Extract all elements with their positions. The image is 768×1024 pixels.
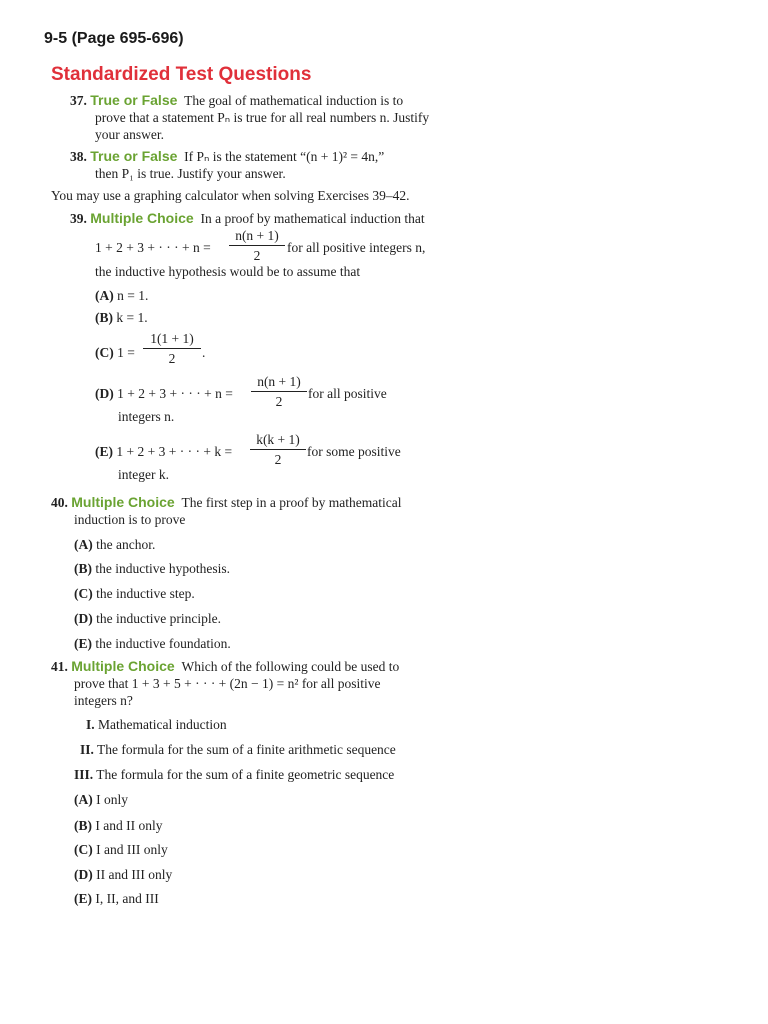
equation-left: 1 + 2 + 3 + · · · + n = (95, 240, 211, 255)
option-d: (D) 1 + 2 + 3 + · · · + n = (95, 386, 233, 401)
question-type: Multiple Choice (71, 494, 175, 510)
option-a: (A) I only (74, 792, 128, 807)
question-text: In a proof by mathematical induction that (200, 211, 425, 226)
question-text: integers n? (74, 693, 133, 708)
fraction: $\frac{n(n + 1)}{2}$ (251, 374, 307, 410)
fraction: $\frac{k(k + 1)}{2}$ (250, 432, 306, 468)
statement-iii: III. The formula for the sum of a finite geometric sequence (74, 767, 395, 782)
question-type: Multiple Choice (71, 658, 175, 674)
question-text: then P₁ is true. Justify your answer. (95, 166, 286, 181)
section-header: 9-5 (Page 695-696) (44, 30, 184, 47)
option-b: (B) I and II only (74, 818, 163, 833)
statement-ii: II. The formula for the sum of a finite arithmetic sequence (80, 742, 396, 757)
question-type: True or False (90, 148, 178, 164)
option-b: (B) k = 1. (95, 310, 148, 325)
option-c: (C) 1 = (95, 345, 135, 360)
option-c: (C) I and III only (74, 842, 168, 857)
question-text: prove that 1 + 3 + 5 + · · · + (2n − 1) = n² for all positive (74, 676, 381, 691)
option-d: (D) the inductive principle. (74, 611, 221, 626)
option-e: (E) the inductive foundation. (74, 636, 231, 651)
option-c: (C) the inductive step. (74, 586, 195, 601)
question-type: Multiple Choice (90, 210, 194, 226)
option-e: (E) I, II, and III (74, 891, 159, 906)
option-d: (D) II and III only (74, 867, 173, 882)
question-text: your answer. (95, 127, 164, 142)
equation-right: for all positive integers n, (287, 240, 426, 255)
question-text: The goal of mathematical induction is to (184, 93, 404, 108)
question-type: True or False (90, 92, 178, 108)
question-text: The first step in a proof by mathematical (181, 495, 402, 510)
question-number: 38. (70, 149, 87, 164)
question-text: the inductive hypothesis would be to assume that (95, 264, 361, 279)
fraction: $\frac{1(1 + 1)}{2}$ (143, 331, 201, 367)
question-text: prove that a statement Pₙ is true for all real numbers n. Justify (95, 110, 430, 125)
option-b: (B) the inductive hypothesis. (74, 561, 230, 576)
question-text: induction is to prove (74, 512, 186, 527)
question-text: If Pₙ is the statement “(n + 1)² = 4n,” (184, 149, 385, 164)
statement-i: I. Mathematical induction (86, 717, 227, 732)
question-number: 40. (51, 495, 68, 510)
option-e: (E) 1 + 2 + 3 + · · · + k = (95, 444, 233, 459)
question-number: 37. (70, 93, 87, 108)
question-text: Which of the following could be used to (181, 659, 400, 674)
calculator-note: You may use a graphing calculator when solving Exercises 39–42. (51, 188, 410, 203)
option-a: (A) the anchor. (74, 537, 156, 552)
fraction: $\frac{n(n + 1)}{2}$ (229, 228, 285, 264)
option-a: (A) n = 1. (95, 288, 149, 303)
question-number: 39. (70, 211, 87, 226)
question-number: 41. (51, 659, 68, 674)
page-title: Standardized Test Questions (51, 64, 312, 85)
